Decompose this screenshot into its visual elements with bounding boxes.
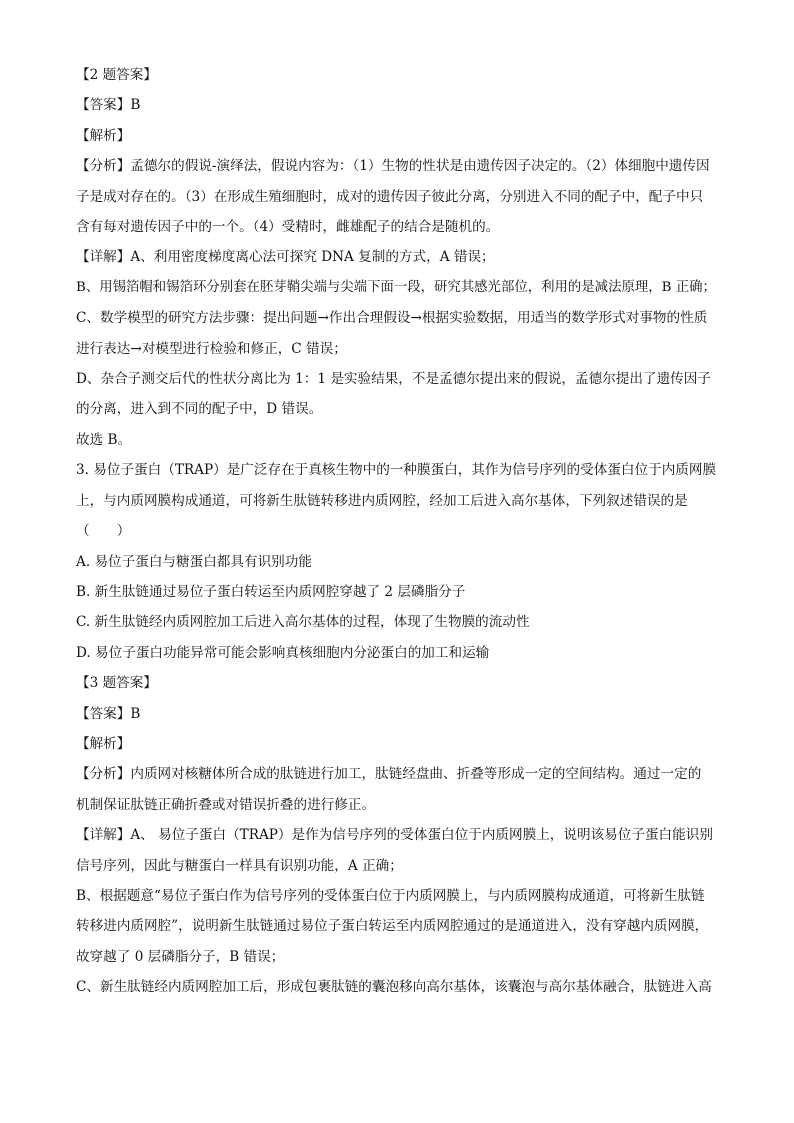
answer-3-analysis-line-2: 机制保证肽链正确折叠或对错误折叠的进行修正。 [76,796,376,813]
answer-2-analysis-line-3: 含有每对遗传因子中的一个。（4）受精时，雌雄配子的结合是随机的。 [76,219,500,236]
answer-3-detail-b-line-1: B、根据题意“易位子蛋白作为信号序列的受体蛋白位于内质网膜上，与内质网膜构成通道，可将新生肽链 [76,887,705,904]
answer-3-detail-a-line-2: 信号序列，因此与糖蛋白一样具有识别功能，A 正确； [76,857,403,874]
question-3-option-c: C. 新生肽链经内质网腔加工后进入高尔基体的过程，体现了生物膜的流动性 [76,614,530,631]
answer-2-conclusion: 故选 B。 [76,431,132,448]
answer-2-detail-c-line-2: 进行表达→对模型进行检验和修正，C 错误； [76,340,347,357]
answer-2-detail-d-line-2: 的分离，进入到不同的配子中，D 错误。 [76,401,323,418]
answer-2-detail-d-line-1: D、杂合子测交后代的性状分离比为 1：1 是实验结果，不是孟德尔提出来的假说，孟德尔提出了遗传因子 [76,371,711,388]
question-3-stem-line-1: 3. 易位子蛋白（TRAP）是广泛存在于真核生物中的一种膜蛋白，其作为信号序列的受体蛋白位于内质网膜 [76,462,717,479]
answer-2-analysis-line-1: 【分析】孟德尔的假说-演绎法，假说内容为：（1）生物的性状是由遗传因子决定的。（2）体细胞中遗传因 [76,158,710,175]
answer-2-detail-c-line-1: C、数学模型的研究方法步骤：提出问题→作出合理假设→根据实验数据，用适当的数学形式对事物的性质 [76,310,708,327]
answer-3-detail-b-line-3: 故穿越了 0 层磷脂分子，B 错误； [76,948,285,965]
answer-3-detail-b-line-2: 转移进内质网腔”，说明新生肽链通过易位子蛋白转运至内质网腔通过的是通道进入，没有穿越内质网膜， [76,918,709,935]
question-3-stem-line-3: （ ） [76,523,131,540]
answer-2-analysis-heading: 【解析】 [76,127,131,144]
answer-3-answer: 【答案】B [76,705,141,722]
answer-2-heading: 【2 题答案】 [76,67,157,83]
document-body [76,60,720,1003]
answer-3-heading: 【3 题答案】 [76,675,157,692]
answer-3-detail-a-line-1: 【详解】A、 易位子蛋白（TRAP）是作为信号序列的受体蛋白位于内质网膜上，说明该易位子蛋白能识别 [76,827,713,844]
answer-3-analysis-line-1: 【分析】内质网对核糖体所合成的肽链进行加工，肽链经盘曲、折叠等形成一定的空间结构。通过一定的 [76,766,702,783]
answer-3-detail-c-line-1: C、新生肽链经内质网腔加工后，形成包裹肽链的囊泡移向高尔基体，该囊泡与高尔基体融合，肽链进入高 [76,979,712,996]
question-3-option-b: B. 新生肽链通过易位子蛋白转运至内质网腔穿越了 2 层磷脂分子 [76,583,466,600]
answer-2-answer: 【答案】B [76,97,141,114]
question-3-option-a: A. 易位子蛋白与糖蛋白都具有识别功能 [76,553,312,570]
question-3-option-d: D. 易位子蛋白功能异常可能会影响真核细胞内分泌蛋白的加工和运输 [76,644,490,661]
question-3-stem-line-2: 上，与内质网膜构成通道，可将新生肽链转移进内质网腔，经加工后进入高尔基体，下列叙述错误的是 [76,492,688,509]
answer-2-detail-a: 【详解】A、利用密度梯度离心法可探究 DNA 复制的方式，A 错误； [76,249,495,266]
answer-3-analysis-heading: 【解析】 [76,735,131,752]
answer-2-detail-b: B、用锡箔帽和锡箔环分别套在胚芽鞘尖端与尖端下面一段，研究其感光部位，利用的是减法原理，B 正确； [76,279,716,295]
answer-2-analysis-line-2: 子是成对存在的。（3）在形成生殖细胞时，成对的遗传因子彼此分离，分别进入不同的配子中，配子中只 [76,188,704,205]
